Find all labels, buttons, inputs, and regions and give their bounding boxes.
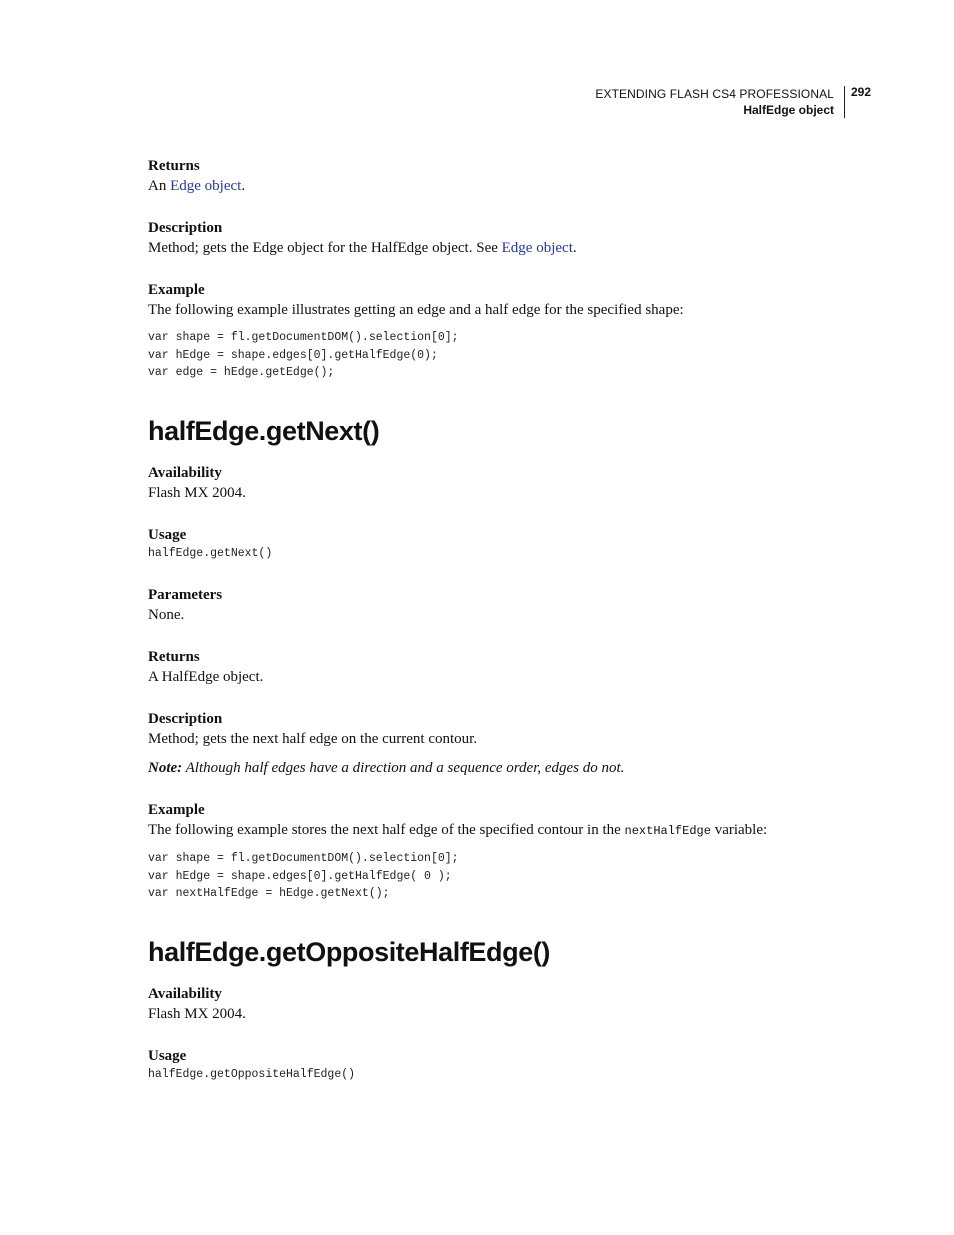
returns-prefix: An (148, 178, 171, 194)
usage-code: halfEdge.getNext() (148, 546, 273, 560)
method-heading-getopposite: halfEdge.getOppositeHalfEdge() (148, 936, 551, 967)
header-divider (844, 86, 845, 118)
returns-label: Returns (148, 158, 200, 174)
description-text: Method; gets the next half edge on the current contour. (148, 731, 478, 747)
description-suffix: . (572, 240, 577, 256)
parameters-section (148, 585, 848, 626)
example-text (148, 820, 848, 842)
description-body: Method; gets the Edge object for the HalfEdge object. See (148, 240, 502, 256)
code-line: var hEdge = shape.edges[0].getHalfEdge( 0 ); (148, 869, 452, 883)
usage-section (148, 525, 848, 563)
example-label: Example (148, 802, 205, 818)
description-section-getnext (148, 709, 848, 779)
note-label: Note: (148, 760, 183, 776)
returns-section-getnext (148, 647, 848, 688)
parameters-text: None. (148, 607, 185, 623)
returns-suffix: . (241, 178, 246, 194)
description-label: Description (148, 220, 223, 236)
edge-object-link-2[interactable]: Edge object (501, 240, 573, 256)
usage-section-opposite (148, 1046, 848, 1084)
header-title: EXTENDING FLASH CS4 PROFESSIONAL (595, 87, 834, 101)
returns-label: Returns (148, 649, 200, 665)
code-line: var nextHalfEdge = hEdge.getNext(); (148, 887, 390, 900)
page-content (148, 156, 848, 1104)
availability-text: Flash MX 2004. (148, 484, 246, 501)
availability-section-opposite (148, 984, 848, 1025)
description-section (148, 218, 848, 259)
example-section (148, 280, 848, 382)
running-header (595, 86, 840, 118)
code-line: var edge = hEdge.getEdge(); (148, 366, 335, 379)
usage-label: Usage (148, 526, 187, 543)
code-line: var hEdge = shape.edges[0].getHalfEdge(0); (148, 348, 438, 362)
code-block (148, 329, 848, 382)
returns-text (148, 176, 848, 197)
code-line: var shape = fl.getDocumentDOM().selection[0]; (148, 852, 459, 865)
method-heading-getnext: halfEdge.getNext() (148, 415, 380, 446)
code-block (148, 850, 848, 903)
usage-label: Usage (148, 1047, 187, 1064)
availability-section (148, 463, 848, 504)
header-subtitle: HalfEdge object (743, 103, 834, 117)
returns-section (148, 156, 848, 197)
note-text (148, 758, 848, 779)
inline-code: nextHalfEdge (624, 824, 711, 838)
availability-text: Flash MX 2004. (148, 1005, 246, 1022)
description-label: Description (148, 711, 223, 727)
page-number: 292 (851, 85, 872, 99)
returns-text: A HalfEdge object. (148, 669, 264, 685)
example-prefix: The following example stores the next half edge of the specified contour in the (148, 822, 625, 838)
example-section-getnext (148, 800, 848, 903)
availability-label: Availability (148, 464, 222, 481)
description-text (148, 238, 848, 259)
usage-code: halfEdge.getOppositeHalfEdge() (148, 1067, 356, 1081)
example-label: Example (148, 282, 205, 298)
note-body: Although half edges have a direction and a sequence order, edges do not. (182, 760, 625, 776)
parameters-label: Parameters (148, 587, 223, 603)
availability-label: Availability (148, 985, 222, 1002)
example-suffix: variable: (710, 822, 768, 838)
code-line: var shape = fl.getDocumentDOM().selection[0]; (148, 331, 459, 344)
example-text: The following example illustrates getting an edge and a half edge for the specified shape: (148, 302, 684, 318)
edge-object-link[interactable]: Edge object (170, 178, 242, 194)
